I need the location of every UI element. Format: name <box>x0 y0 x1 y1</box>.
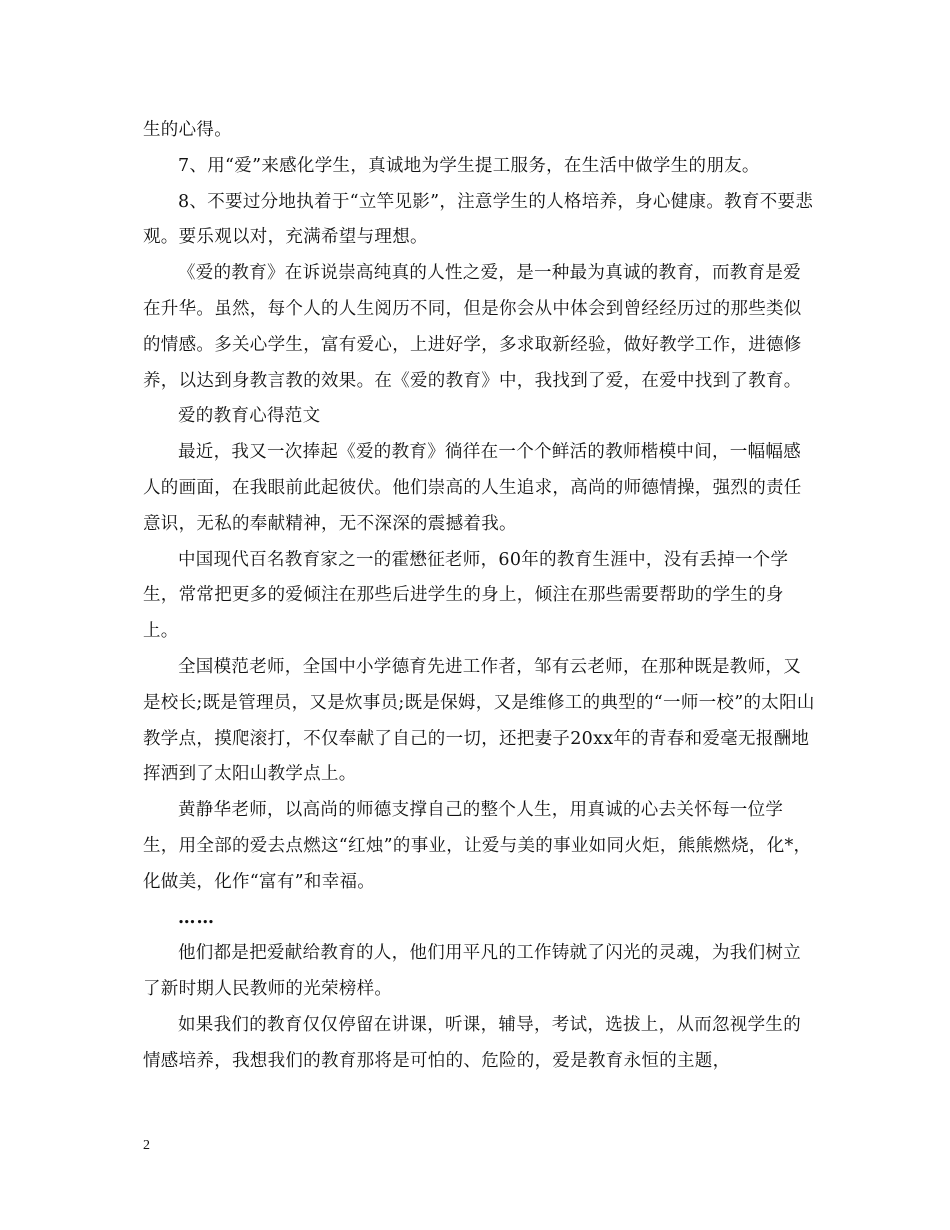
paragraph: 7、用“爱”来感化学生，真诚地为学生提工服务，在生活中做学生的朋友。 <box>178 155 760 176</box>
paragraph: 《爱的教育》在诉说崇高纯真的人性之爱，是一种最为真诚的教育，而教育是爱在升华。虽然，每个人的人生阅历不同，但是你会从中体会到曾经经历过的那些类似的情感。多关心学生，富有爱心，上进好学，多求取新经验，做好教学工作，进德修养，以达到身教言教的效果。在《爱的教育》中，我找到了爱，在爱中找到了教育。 <box>143 263 802 391</box>
paragraph: 他们都是把爱献给教育的人，他们用平凡的工作铸就了闪光的灵魂，为我们树立了新时期人民教师的光荣榜样。 <box>143 943 801 1000</box>
document-body <box>143 113 815 1080</box>
paragraph: 全国模范老师，全国中小学德育先进工作者，邹有云老师，在那种既是教师，又是校长;既是管理员，又是炊事员;既是保姆，又是维修工的典型的“一师一校”的太阳山教学点，摸爬滚打，不仅奉献了自己的一切，还把妻子20xx年的青春和爱毫无报酬地挥洒到了太阳山教学点上。 <box>143 656 815 785</box>
section-heading: 爱的教育心得范文 <box>178 406 321 427</box>
paragraph: 中国现代百名教育家之一的霍懋征老师，60年的教育生涯中，没有丢掉一个学生，常常把更多的爱倾注在那些后进学生的身上，倾注在那些需要帮助的学生的身上。 <box>143 549 789 642</box>
page-number: 2 <box>143 1138 150 1153</box>
paragraph: 黄静华老师，以高尚的师德支撑自己的整个人生，用真诚的心去关怀每一位学生，用全部的爱去点燃这“红烛”的事业，让爱与美的事业如同火炬，熊熊燃烧，化*，化做美，化作“富有”和幸福。 <box>143 800 812 892</box>
paragraph: 如果我们的教育仅仅停留在讲课，听课，辅导，考试，选拔上，从而忽视学生的情感培养，我想我们的教育那将是可怕的、危险的，爱是教育永恒的主题， <box>143 1014 801 1071</box>
paragraph: 8、不要过分地执着于“立竿见影”，注意学生的人格培养，身心健康。教育不要悲观。要乐观以对，充满希望与理想。 <box>143 191 814 248</box>
ellipsis-line: …… <box>178 907 215 928</box>
paragraph: 生的心得。 <box>143 120 232 140</box>
paragraph: 最近，我又一次捧起《爱的教育》徜徉在一个个鲜活的教师楷模中间，一幅幅感人的画面，在我眼前此起彼伏。他们崇高的人生追求，高尚的师德情操，强烈的责任意识，无私的奉献精神，无不深深的震撼着我。 <box>143 442 802 534</box>
